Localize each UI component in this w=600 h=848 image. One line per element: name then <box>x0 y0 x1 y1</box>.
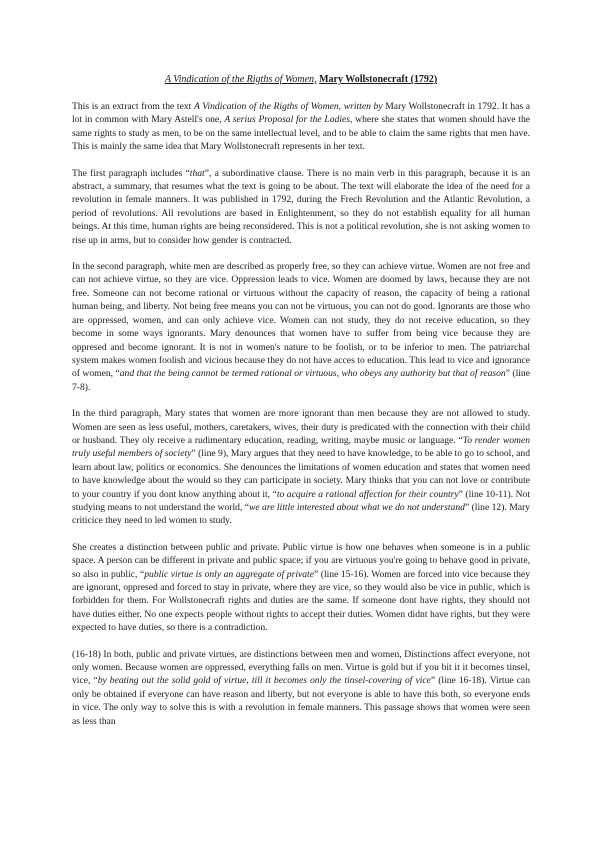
text-run: ”, a subordinative clause. There is no main verb in this paragraph, because it is an abstract, a summary, that resumes what the text is going to be about. The text will elaborate the idea of the need for a revolution in female manners. It was published in 1792, during the Frech Revolution and the Atlantic Revolution, a period of revolutions. All revolutions are based in Enlightenment, so they do not establish equality for all human beings. At this time, human rights are being reconsidered. This is not a political revolution, she is not asking women to rise up in arms, but to consider how gender is contracted. <box>72 167 531 246</box>
text-run: This is an extract from the text <box>72 101 194 112</box>
text-run: ” (line 10-11). Not studying means to not understand the world, “ <box>72 488 531 513</box>
text-run: ” (line 12). Mary criticice they need to led women to study. <box>72 501 530 527</box>
text-run: ” (line 7-8). <box>72 368 530 393</box>
text-run: In the third paragraph, Mary states that women are more ignorant than men because they are not allowed to study. Women are seen as less useful, mothers, caretakers, wives, their duty is predicated with the connection with their child or husband. They oly receive a rudimentary education, reading, writing, maybe music or language. “ <box>72 408 530 446</box>
text-run: She creates a distinction between public and private. Public virtue is how one behaves when someone is in a public space. A person can be different in private and public space; if you are virtuous you're going to behave good in private, so also in public, “ <box>72 541 530 580</box>
quote-run: by beating out the solid gold of virtue, till it becomes only the tinsel-covering of vice <box>97 675 431 687</box>
title-work: A Vindication of the Rigths of Women, <box>164 74 317 85</box>
quote-run: To render women truly useful members of society <box>72 434 530 460</box>
quote-run: we are little interested about what we do not understand <box>248 501 465 513</box>
text-run: Mary Wollstonecraft in 1792. It has a lot in common with Mary Astell's one, <box>72 101 531 126</box>
text-run: ” (line 16-18). Virtue can only be obtained if everyone can have reason and liberty, but not everyone is able to have this both, so everyone ends in vice. The only way to solve this is with a revolution in female manners. This passage shows that women were seen as less than <box>72 675 530 727</box>
paragraph-virtue-distinctions <box>72 648 530 728</box>
paragraph-third-analysis <box>72 407 530 528</box>
italic-run: A serius Proposal for the Ladies <box>224 114 351 126</box>
text-run: , where she states that women should have the same rights to study as men, to be on the same intellectual level, and to be able to claim the same rights that men have. This is mainly the same idea that Mary Wollstonecraft represents in her text. <box>72 114 531 153</box>
document-title <box>72 73 530 86</box>
text-run: ” (line 9), Mary argues that they need to have knowledge, to be able to go to school, and learn about law, politics or economics. She denounces the limitations of women education and states that women need to have knowledge about the would so they can participate in society. Mary thinks that you can not love or contribute to your country if you dont know anything about it, “ <box>72 448 530 500</box>
quote-run: and that the being cannot be termed rational or virtuous, who obeys any authority but that of reason <box>119 368 506 380</box>
italic-run: that <box>189 167 205 179</box>
text-run: (16-18) In both, public and private virtues, are distinctions between men and women, Distinctions affect everyone, not only women. Because women are oppressed, everything falls on men. Virtue is gold but if you bit it it becomes tinsel, vice, “ <box>72 648 530 687</box>
title-author: Mary Wollstonecraft (1792) <box>319 74 438 85</box>
paragraph-second-analysis <box>72 260 530 394</box>
quote-run: to acquire a rational affection for their country <box>276 488 459 500</box>
quote-run: public virtue is only an aggregate of private <box>144 568 314 580</box>
italic-run: A Vindication of the Rigths of Women, written by <box>193 101 383 112</box>
text-run: ” (line 15-16). Women are forced into vice because they are ignorant, oppresed and forced to stay in private, where they are vice, so they would also be vice in public, which is forbidden for them. For Wollstonecraft rights and duties are the same. If someone dont have rights, they should not have duties either. No one expects people without rights to accept their duties. Women didnt have rights, but they were expected to have duties, so there is a contradiction. <box>72 568 530 634</box>
paragraph-intro <box>72 100 530 154</box>
text-run: The first paragraph includes “ <box>72 167 190 179</box>
paragraph-public-private <box>72 541 530 635</box>
paragraph-first-analysis <box>72 167 530 247</box>
text-run: In the second paragraph, white men are described as properly free, so they can achieve virtue. Women are not free and can not achieve virtue, so they are vice. Oppression leads to vice. Women are doomed by laws, because they are not free. Someone can not become rational or virtuous without the capacity of reason, the capacity of being a rational human being, and liberty. Not being free means you can not be virtuous, you can not do good. Ignorants are those who are oppressed, women, and can only achieve vice. Women can not study, they do not receive education, so they become in some ways ignorants. Mary denounces that women have to suffer from being vice because they are oppresed and become ignorant. It is not in women's nature to be foolish, or to be inferior to men. The patriarchal system makes women foolish and vicious because they do not have acces to education. This lead to vice and ignorance of women, “ <box>72 261 530 380</box>
